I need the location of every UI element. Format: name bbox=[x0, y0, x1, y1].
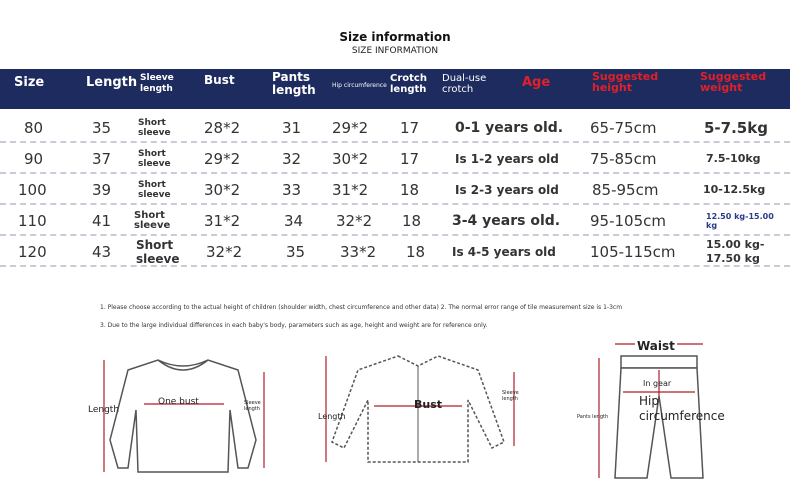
cell-hip: 33*2 bbox=[340, 242, 377, 261]
cell-height: 95-105cm bbox=[590, 211, 666, 230]
cell-height: 85-95cm bbox=[592, 180, 659, 199]
cell-bust: 30*2 bbox=[204, 180, 241, 199]
cell-height: 75-85cm bbox=[590, 149, 657, 168]
pants-hip-label: Hip circumference bbox=[639, 394, 725, 423]
size-table bbox=[0, 112, 790, 267]
cell-weight: 5-7.5kg bbox=[704, 118, 768, 137]
cell-crotch: 18 bbox=[402, 211, 422, 230]
note-line-2: 3. Due to the large individual differences in each baby's body, parameters such as age, height and weight are for reference only. bbox=[100, 322, 488, 329]
table-row bbox=[0, 112, 790, 143]
col-weight: Suggested weight bbox=[700, 70, 767, 94]
col-sleeve: Sleeve length bbox=[140, 73, 174, 94]
cell-sleeve: Short sleeve bbox=[138, 179, 171, 200]
cell-weight: 12.50 kg-15.00 kg bbox=[706, 211, 774, 230]
cell-length: 37 bbox=[92, 149, 112, 168]
col-dual: Dual-use crotch bbox=[442, 73, 487, 95]
cell-age: Is 2-3 years old bbox=[455, 182, 559, 197]
sweater-sleeve-label: Sleeve length bbox=[244, 400, 261, 412]
cell-size: 100 bbox=[18, 180, 47, 199]
col-size: Size bbox=[14, 75, 45, 90]
cell-age: 0-1 years old. bbox=[455, 119, 564, 136]
cell-weight: 15.00 kg-17.50 kg bbox=[706, 237, 765, 265]
table-row bbox=[0, 205, 790, 236]
title-main: Size information bbox=[339, 30, 451, 44]
pants-waist-label: Waist bbox=[637, 339, 675, 353]
cell-age: 3-4 years old. bbox=[452, 212, 561, 229]
cell-length: 35 bbox=[92, 118, 112, 137]
cell-sleeve: Short sleeve bbox=[138, 148, 171, 169]
sweater-diagram bbox=[88, 350, 278, 480]
cell-size: 80 bbox=[24, 118, 44, 137]
cell-length: 43 bbox=[92, 242, 112, 261]
shirt-icon bbox=[318, 350, 528, 480]
cell-sleeve: Short sleeve bbox=[138, 117, 171, 138]
col-length: Length bbox=[86, 75, 138, 90]
table-row bbox=[0, 174, 790, 205]
sweater-icon bbox=[88, 350, 278, 480]
cell-pants: 32 bbox=[282, 149, 302, 168]
table-row bbox=[0, 236, 790, 267]
title-sub: SIZE INFORMATION bbox=[351, 46, 439, 56]
cell-length: 41 bbox=[92, 211, 112, 230]
cell-sleeve: Short sleeve bbox=[136, 237, 180, 266]
cell-hip: 29*2 bbox=[332, 118, 369, 137]
cell-hip: 32*2 bbox=[336, 211, 373, 230]
shirt-diagram bbox=[318, 350, 528, 480]
pants-length-label: Pants length bbox=[577, 414, 609, 420]
table-row bbox=[0, 143, 790, 174]
cell-height: 65-75cm bbox=[590, 118, 657, 137]
cell-pants: 31 bbox=[282, 118, 302, 137]
cell-weight: 7.5-10kg bbox=[706, 152, 761, 165]
cell-size: 110 bbox=[18, 211, 47, 230]
cell-sleeve: Short sleeve bbox=[134, 209, 171, 231]
col-bust: Bust bbox=[204, 73, 235, 87]
col-hip: Hip circumference bbox=[332, 82, 387, 89]
cell-bust: 32*2 bbox=[206, 242, 243, 261]
col-pants: Pants length bbox=[272, 70, 316, 97]
cell-age: Is 4-5 years old bbox=[452, 244, 556, 259]
pants-crotch-label: In gear bbox=[643, 379, 672, 388]
cell-crotch: 17 bbox=[400, 118, 420, 137]
col-crotch: Crotch length bbox=[390, 73, 427, 95]
col-age: Age bbox=[522, 75, 551, 90]
cell-bust: 31*2 bbox=[204, 211, 241, 230]
cell-crotch: 17 bbox=[400, 149, 420, 168]
cell-length: 39 bbox=[92, 180, 112, 199]
pants-diagram bbox=[575, 336, 775, 486]
cell-age: Is 1-2 years old bbox=[455, 151, 559, 166]
col-height: Suggested height bbox=[592, 70, 659, 94]
cell-hip: 30*2 bbox=[332, 149, 369, 168]
table-header bbox=[0, 69, 790, 109]
cell-bust: 28*2 bbox=[204, 118, 241, 137]
shirt-length-label: Length bbox=[318, 412, 346, 421]
cell-size: 120 bbox=[18, 242, 47, 261]
cell-bust: 29*2 bbox=[204, 149, 241, 168]
page-title bbox=[0, 30, 790, 56]
cell-crotch: 18 bbox=[406, 242, 426, 261]
sweater-length-label: Length bbox=[88, 405, 120, 415]
cell-height: 105-115cm bbox=[590, 242, 676, 261]
note-line-1: 1. Please choose according to the actual height of children (shoulder width, chest circumference and other data) 2. The normal error range of tile measurement size is 1-3cm bbox=[100, 304, 623, 311]
cell-crotch: 18 bbox=[400, 180, 420, 199]
cell-pants: 35 bbox=[286, 242, 306, 261]
cell-weight: 10-12.5kg bbox=[703, 183, 766, 196]
shirt-sleeve-label: Sleeve length bbox=[502, 390, 519, 402]
cell-hip: 31*2 bbox=[332, 180, 369, 199]
cell-pants: 33 bbox=[282, 180, 302, 199]
cell-size: 90 bbox=[24, 149, 44, 168]
shirt-bust-label: Bust bbox=[414, 398, 443, 411]
sweater-bust-label: One bust bbox=[158, 397, 199, 407]
cell-pants: 34 bbox=[284, 211, 304, 230]
